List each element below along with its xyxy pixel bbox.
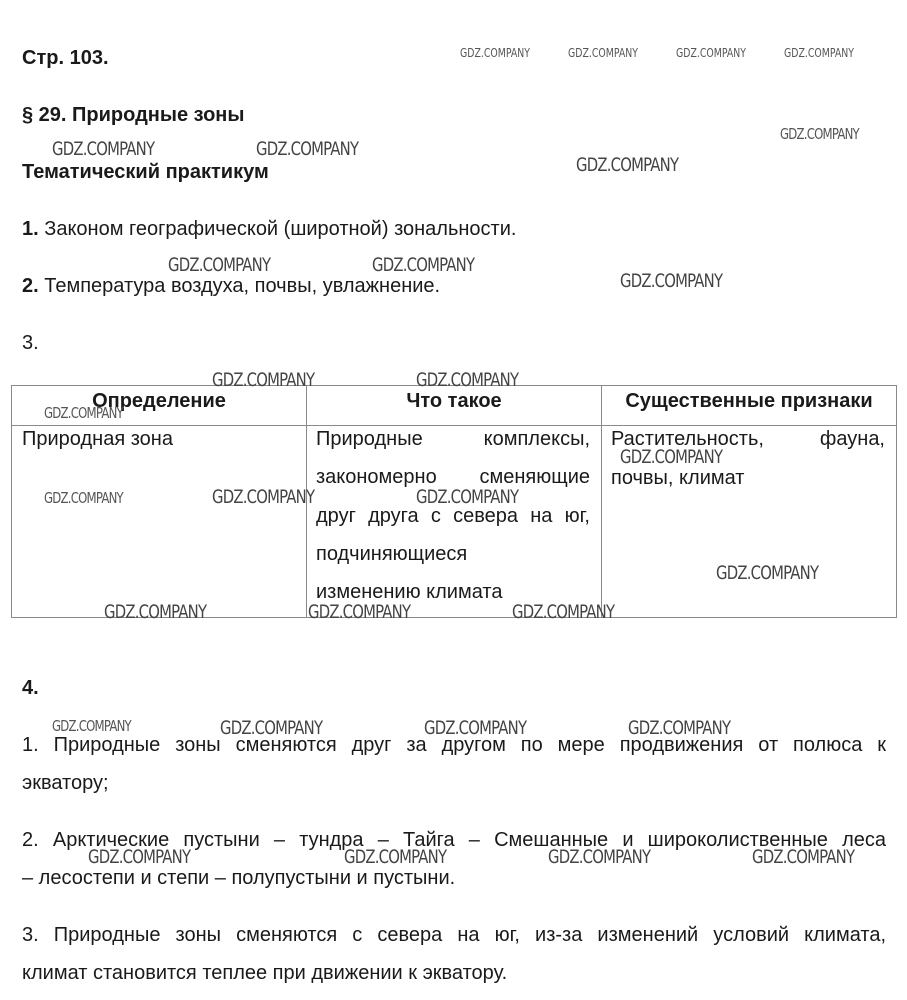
watermark: GDZ.COMPANY (88, 846, 191, 868)
page-number: Стр. 103. (22, 47, 109, 69)
watermark: GDZ.COMPANY (416, 486, 519, 508)
watermark: GDZ.COMPANY (372, 254, 475, 276)
practicum-title: Тематический практикум (22, 161, 269, 183)
table-border-left (11, 385, 12, 618)
table-cell-what-line-5: изменению климата (316, 581, 503, 603)
watermark: GDZ.COMPANY (780, 125, 859, 143)
watermark: GDZ.COMPANY (628, 717, 731, 739)
answer-4-number: 4. (22, 677, 39, 699)
watermark: GDZ.COMPANY (416, 369, 519, 391)
section-title: § 29. Природные зоны (22, 104, 245, 126)
answer-4-paragraph-3 (22, 916, 886, 992)
table-cell-definition: Природная зона (22, 428, 173, 450)
watermark: GDZ.COMPANY (460, 46, 531, 60)
watermark: GDZ.COMPANY (52, 717, 131, 735)
watermark: GDZ.COMPANY (424, 717, 527, 739)
answer-2 (22, 274, 440, 298)
table-header-what: Что такое (406, 390, 502, 412)
table-cell-what-line-3: друг друга с севера на юг, (316, 505, 590, 527)
watermark: GDZ.COMPANY (716, 562, 819, 584)
answer-1 (22, 217, 516, 241)
table-header-definition: Определение (92, 390, 226, 412)
answer-1-text: Законом географической (широтной) зональности. (44, 218, 517, 240)
watermark: GDZ.COMPANY (212, 369, 315, 391)
watermark: GDZ.COMPANY (752, 846, 855, 868)
watermark: GDZ.COMPANY (568, 46, 639, 60)
watermark: GDZ.COMPANY (220, 717, 323, 739)
table-border-header (11, 425, 897, 426)
table-cell-what-line-4: подчиняющиеся (316, 543, 468, 565)
table-header-features: Существенные признаки (625, 390, 873, 412)
watermark: GDZ.COMPANY (784, 46, 855, 60)
table-cell-what-line-1: Природные комплексы, (316, 428, 590, 450)
table-cell-features-line-1: Растительность, фауна, (611, 428, 885, 450)
paragraph-2-line-1: 2. Арктические пустыни – тундра – Тайга – Смешанные и широколиственные леса (22, 829, 886, 851)
answer-1-number: 1. (22, 218, 39, 240)
watermark: GDZ.COMPANY (44, 489, 123, 507)
table-border-col2 (601, 385, 602, 618)
paragraph-2-line-2: – лесостепи и степи – полупустыни и пустыни. (22, 867, 456, 889)
watermark: GDZ.COMPANY (52, 138, 155, 160)
watermark: GDZ.COMPANY (548, 846, 651, 868)
paragraph-1-line-1: 1. Природные зоны сменяются друг за другом по мере продвижения от полюса к (22, 734, 886, 756)
answer-2-number: 2. (22, 275, 39, 297)
watermark: GDZ.COMPANY (620, 270, 723, 292)
watermark: GDZ.COMPANY (44, 404, 123, 422)
answer-3-number: 3. (22, 332, 39, 354)
table-cell-features-line-2: почвы, климат (611, 467, 745, 489)
watermark: GDZ.COMPANY (512, 601, 615, 623)
watermark: GDZ.COMPANY (168, 254, 271, 276)
table-border-right (896, 385, 897, 618)
watermark: GDZ.COMPANY (676, 46, 747, 60)
watermark: GDZ.COMPANY (212, 486, 315, 508)
table-cell-what-line-2: закономерно сменяющие (316, 466, 590, 488)
watermark: GDZ.COMPANY (308, 601, 411, 623)
paragraph-1-line-2: экватору; (22, 772, 109, 794)
answer-2-text: Температура воздуха, почвы, увлажнение. (44, 275, 441, 297)
watermark: GDZ.COMPANY (256, 138, 359, 160)
watermark: GDZ.COMPANY (344, 846, 447, 868)
paragraph-3-line-1: 3. Природные зоны сменяются с севера на юг, из-за изменений условий климата, (22, 924, 886, 946)
watermark: GDZ.COMPANY (104, 601, 207, 623)
paragraph-3-line-2: климат становится теплее при движении к экватору. (22, 962, 508, 984)
watermark: GDZ.COMPANY (576, 154, 679, 176)
watermark: GDZ.COMPANY (620, 446, 723, 468)
